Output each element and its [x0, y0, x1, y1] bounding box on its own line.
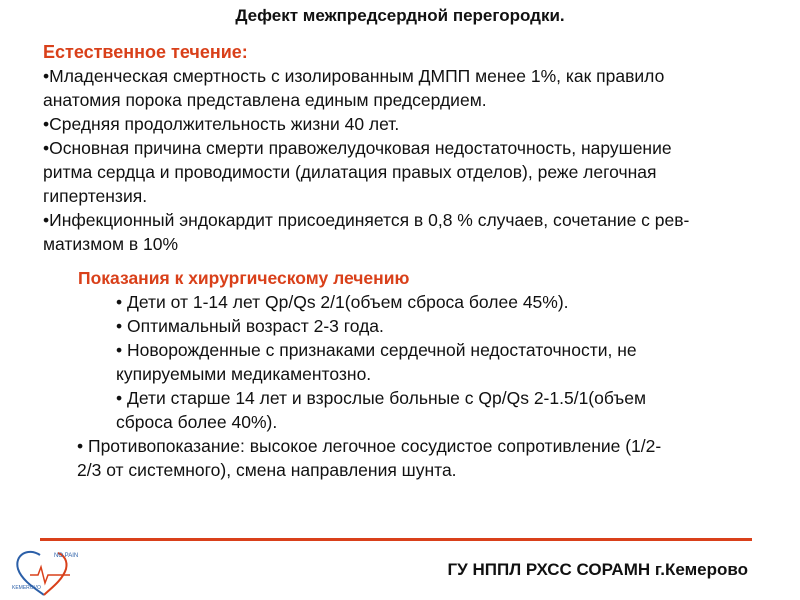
natural-course-section — [43, 40, 783, 256]
natural-course-line: матизмом в 10% — [43, 234, 179, 254]
contraindication-line: • Противопоказание: высокое легочное сосудистое сопротивление (1/2- — [77, 436, 662, 456]
natural-course-line: •Инфекционный эндокардит присоединяется в 0,8 % случаев, сочетание с рев- — [43, 210, 690, 230]
logo-text-top: NO PAIN — [54, 553, 79, 559]
slide-title: Дефект межпредсердной перегородки. — [235, 6, 565, 25]
indication-line: • Дети старше 14 лет и взрослые больные с Qp/Qs 2-1.5/1(объем — [116, 388, 647, 408]
indication-line: сброса более 40%). — [116, 412, 278, 432]
indication-line: • Новорожденные с признаками сердечной недостаточности, не — [116, 340, 637, 360]
contraindication-line: 2/3 от системного), смена направления шунта. — [77, 460, 457, 480]
natural-course-line: •Основная причина смерти правожелудочковая недостаточность, нарушение — [43, 138, 672, 158]
natural-course-heading: Естественное течение: — [43, 42, 248, 62]
natural-course-line: гипертензия. — [43, 186, 148, 206]
footer-divider — [40, 538, 752, 541]
natural-course-line: •Младенческая смертность с изолированным ДМПП менее 1%, как правило — [43, 66, 665, 86]
indications-heading: Показания к хирургическому лечению — [78, 268, 410, 288]
indication-line: купируемыми медикаментозно. — [116, 364, 372, 384]
heart-logo-icon — [10, 545, 92, 597]
footer-institution: ГУ НППЛ РХСС СОРАМН г.Кемерово — [447, 560, 748, 579]
indication-line: • Дети от 1-14 лет Qp/Qs 2/1(объем сброса более 45%). — [116, 292, 569, 312]
natural-course-line: ритма сердца и проводимости (дилатация правых отделов), реже легочная — [43, 162, 657, 182]
logo-text-left: KEMEROVO — [12, 585, 41, 591]
natural-course-line: анатомия порока представлена единым предсердием. — [43, 90, 487, 110]
indication-line: • Оптимальный возраст 2-3 года. — [116, 316, 384, 336]
natural-course-line: •Средняя продолжительность жизни 40 лет. — [43, 114, 400, 134]
